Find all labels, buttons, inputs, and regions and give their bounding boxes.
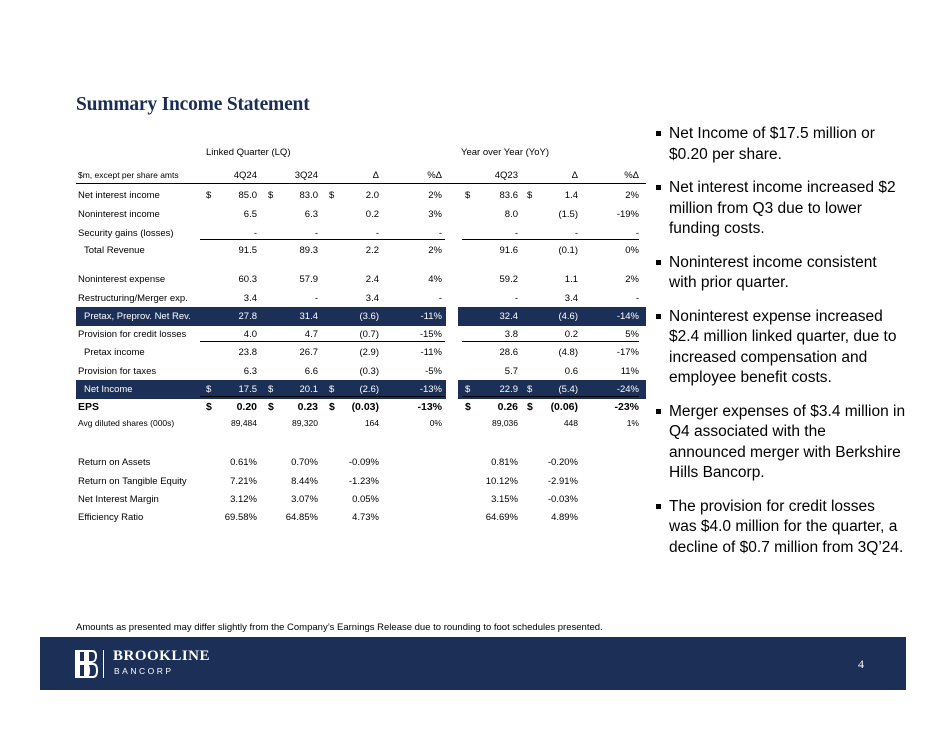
cell-value: 59.2 — [499, 274, 518, 285]
cell-value: -23% — [614, 401, 639, 413]
cell-value: 5% — [625, 329, 639, 340]
subtotal-rule — [462, 341, 639, 342]
cell-value: (1.5) — [558, 209, 578, 220]
table-row — [76, 490, 646, 509]
cell-value: 6.5 — [243, 209, 257, 220]
cell-value: 22.9 — [499, 384, 518, 395]
cell-value: 8.0 — [504, 209, 518, 220]
cell-value: (5.4) — [558, 384, 578, 395]
cell-value: (4.6) — [558, 311, 578, 322]
page-number: 4 — [858, 657, 864, 671]
row-label: Return on Tangible Equity — [78, 476, 187, 487]
cell-value: 89,036 — [492, 418, 518, 428]
header-label: $m, except per share amts — [78, 170, 179, 180]
cell-value: - — [314, 293, 318, 304]
cell-value: -0.03% — [547, 494, 578, 505]
table-row — [76, 508, 646, 527]
cell-value: 4% — [428, 274, 442, 285]
cell-value: 5.7 — [504, 366, 518, 377]
row-label: Avg diluted shares (000s) — [78, 418, 175, 428]
subtotal-rule — [200, 239, 445, 240]
bb-monogram-icon — [74, 648, 98, 680]
cell-value: - — [574, 228, 578, 239]
bullet-item: Merger expenses of $3.4 million in Q4 associated with the announced merger with Berkshire Hills Bancorp. — [656, 402, 906, 484]
cell-value: - — [438, 293, 442, 304]
bullet-item: Net interest income increased $2 million from Q3 due to lower funding costs. — [656, 178, 906, 240]
cell-value: 85.0 — [238, 190, 257, 201]
table-row — [76, 362, 646, 381]
page-title: Summary Income Statement — [76, 94, 310, 115]
cell-value: 3.4 — [564, 293, 578, 304]
cell-value: 1.1 — [564, 274, 578, 285]
cell-value: 10.12% — [485, 476, 518, 487]
cell-value: 2% — [428, 245, 442, 256]
cell-value: 164 — [364, 418, 379, 428]
cell-value: 2% — [428, 190, 442, 201]
cell-value: 89,484 — [231, 418, 257, 428]
cell-value: -13% — [419, 384, 442, 395]
currency-sign: $ — [206, 384, 212, 395]
cell-value: 60.3 — [238, 274, 257, 285]
cell-value: 2.2 — [365, 245, 379, 256]
currency-sign: $ — [329, 384, 335, 395]
cell-value: 64.85% — [285, 512, 318, 523]
cell-value: -0.09% — [348, 457, 379, 468]
cell-value: - — [635, 228, 639, 239]
column-header-c2: 3Q24 — [294, 170, 318, 181]
cell-value: (2.9) — [359, 347, 379, 358]
row-label: Net Income — [84, 384, 133, 395]
row-label: Provision for taxes — [78, 366, 157, 377]
cell-value: (0.06) — [550, 401, 578, 413]
cell-value: 83.0 — [299, 190, 318, 201]
cell-value: 0.05% — [352, 494, 379, 505]
table-row — [76, 241, 646, 260]
cell-value: -13% — [417, 401, 442, 413]
cell-value: 27.8 — [238, 311, 257, 322]
cell-value: 0% — [429, 418, 442, 428]
cell-value: 20.1 — [299, 384, 318, 395]
column-header-c7: %Δ — [624, 170, 639, 181]
cell-value: 3.4 — [365, 293, 379, 304]
table-row — [76, 453, 646, 472]
brand-subtitle: BANCORP — [114, 666, 174, 676]
cell-value: 31.4 — [299, 311, 318, 322]
logo-divider — [103, 650, 104, 678]
table-row — [76, 270, 646, 289]
currency-sign: $ — [527, 384, 533, 395]
bullet-square-icon — [656, 185, 661, 190]
cell-value: -11% — [420, 347, 442, 358]
cell-value: 0.23 — [297, 401, 318, 413]
cell-value: 1.4 — [564, 190, 578, 201]
cell-value: 32.4 — [499, 311, 518, 322]
table-row — [76, 205, 646, 224]
cell-value: 448 — [563, 418, 578, 428]
row-label: Provision for credit losses — [78, 329, 187, 340]
currency-sign: $ — [206, 190, 212, 201]
row-label: EPS — [78, 401, 100, 413]
subtotal-rule — [200, 341, 445, 342]
cell-value: -14% — [616, 311, 639, 322]
cell-value: 0.6 — [564, 366, 578, 377]
cell-value: 3.07% — [291, 494, 318, 505]
row-label: Security gains (losses) — [78, 228, 174, 239]
cell-value: 1% — [626, 418, 639, 428]
column-header-c4: %Δ — [427, 170, 442, 181]
cell-value: 89,320 — [292, 418, 318, 428]
cell-value: 3.4 — [243, 293, 257, 304]
row-label: Net interest income — [78, 190, 160, 201]
cell-value: 4.73% — [352, 512, 379, 523]
cell-value: 4.89% — [551, 512, 578, 523]
table-row — [76, 186, 646, 205]
cell-value: (0.1) — [558, 245, 578, 256]
footer-bar — [40, 637, 906, 690]
currency-sign: $ — [268, 401, 274, 413]
bullet-item: Net Income of $17.5 million or $0.20 per share. — [656, 124, 906, 165]
cell-value: -2.91% — [547, 476, 578, 487]
cell-value: 91.6 — [499, 245, 518, 256]
currency-sign: $ — [206, 401, 212, 413]
row-label: Total Revenue — [84, 245, 145, 256]
column-header-c5: 4Q23 — [494, 170, 518, 181]
cell-value: -11% — [420, 311, 442, 322]
cell-value: - — [375, 228, 379, 239]
cell-value: 23.8 — [238, 347, 257, 358]
cell-value: 26.7 — [299, 347, 318, 358]
row-label: Efficiency Ratio — [78, 512, 144, 523]
cell-value: -17% — [616, 347, 639, 358]
bullet-square-icon — [656, 409, 661, 414]
cell-value: 69.58% — [224, 512, 257, 523]
row-label: Pretax, Preprov. Net Rev. — [84, 311, 191, 322]
cell-value: 4.7 — [304, 329, 318, 340]
table-row — [76, 307, 646, 326]
column-header-c6: Δ — [571, 170, 578, 181]
cell-value: 0.20 — [236, 401, 257, 413]
cell-value: 28.6 — [499, 347, 518, 358]
cell-value: 3.12% — [230, 494, 257, 505]
column-header-c3: Δ — [372, 170, 379, 181]
cell-value: (3.6) — [359, 311, 379, 322]
cell-value: 3.15% — [491, 494, 518, 505]
group-header-year-over-year: Year over Year (YoY) — [461, 147, 550, 158]
cell-value: 0.81% — [491, 457, 518, 468]
row-label: Noninterest expense — [78, 274, 166, 285]
row-label: Net Interest Margin — [78, 494, 159, 505]
currency-sign: $ — [527, 190, 533, 201]
bullet-item: Noninterest expense increased $2.4 million linked quarter, due to increased compensation and employee benefit costs. — [656, 307, 906, 389]
column-header-c1: 4Q24 — [233, 170, 257, 181]
currency-sign: $ — [465, 190, 471, 201]
currency-sign: $ — [268, 384, 274, 395]
cell-value: 89.3 — [299, 245, 318, 256]
currency-sign: $ — [465, 401, 471, 413]
total-rule — [200, 396, 445, 397]
cell-value: 64.69% — [485, 512, 518, 523]
cell-value: 0.26 — [497, 401, 518, 413]
cell-value: 0.61% — [230, 457, 257, 468]
brand-name: BROOKLINE — [113, 648, 211, 664]
bullet-square-icon — [656, 131, 661, 136]
cell-value: (4.8) — [558, 347, 578, 358]
cell-value: 0.2 — [564, 329, 578, 340]
bullet-item: The provision for credit losses was $4.0 million for the quarter, a decline of $0.7 million from 3Q’24. — [656, 497, 906, 559]
cell-value: 0.2 — [365, 209, 379, 220]
row-label: Pretax income — [84, 347, 145, 358]
table-row — [76, 289, 646, 308]
cell-value: -1.23% — [348, 476, 379, 487]
cell-value: 6.6 — [304, 366, 318, 377]
bullet-item: Noninterest income consistent with prior quarter. — [656, 253, 906, 294]
cell-value: 3% — [428, 209, 442, 220]
bullet-square-icon — [656, 260, 661, 265]
cell-value: (0.03) — [351, 401, 379, 413]
cell-value: 7.21% — [230, 476, 257, 487]
cell-value: -5% — [425, 366, 442, 377]
cell-value: -15% — [419, 329, 442, 340]
cell-value: 57.9 — [299, 274, 318, 285]
currency-sign: $ — [268, 190, 274, 201]
cell-value: 4.0 — [243, 329, 257, 340]
cell-value: 6.3 — [304, 209, 318, 220]
cell-value: 0% — [625, 245, 639, 256]
currency-sign: $ — [329, 190, 335, 201]
commentary-bullets — [656, 124, 906, 571]
cell-value: -19% — [616, 209, 639, 220]
cell-value: 83.6 — [499, 190, 518, 201]
group-header-linked-quarter: Linked Quarter (LQ) — [206, 147, 291, 158]
currency-sign: $ — [527, 401, 533, 413]
cell-value: - — [514, 228, 518, 239]
cell-value: 2% — [625, 274, 639, 285]
header-rule — [76, 183, 646, 184]
total-rule — [462, 396, 639, 397]
row-label: Noninterest income — [78, 209, 160, 220]
cell-value: 3.8 — [504, 329, 518, 340]
cell-value: 91.5 — [238, 245, 257, 256]
cell-value: - — [438, 228, 442, 239]
currency-sign: $ — [465, 384, 471, 395]
cell-value: - — [314, 228, 318, 239]
cell-value: 11% — [620, 366, 639, 377]
cell-value: 2.0 — [365, 190, 379, 201]
footnote: Amounts as presented may differ slightly from the Company’s Earnings Release due to rounding to foot schedules presented. — [76, 622, 603, 633]
cell-value: (2.6) — [359, 384, 379, 395]
subtotal-rule — [462, 239, 639, 240]
cell-value: -0.20% — [547, 457, 578, 468]
cell-value: 6.3 — [243, 366, 257, 377]
bullet-square-icon — [656, 314, 661, 319]
cell-value: - — [253, 228, 257, 239]
table-row — [76, 472, 646, 491]
cell-value: -24% — [616, 384, 639, 395]
cell-value: - — [514, 293, 518, 304]
cell-value: - — [635, 293, 639, 304]
cell-value: 8.44% — [291, 476, 318, 487]
table-row — [76, 414, 646, 433]
cell-value: 0.70% — [291, 457, 318, 468]
cell-value: 2.4 — [365, 274, 379, 285]
bullet-square-icon — [656, 504, 661, 509]
cell-value: (0.3) — [359, 366, 379, 377]
cell-value: 17.5 — [238, 384, 257, 395]
table-row — [76, 343, 646, 362]
cell-value: 2% — [625, 190, 639, 201]
currency-sign: $ — [329, 401, 335, 413]
row-label: Return on Assets — [78, 457, 151, 468]
cell-value: (0.7) — [359, 329, 379, 340]
row-label: Restructuring/Merger exp. — [78, 293, 188, 304]
